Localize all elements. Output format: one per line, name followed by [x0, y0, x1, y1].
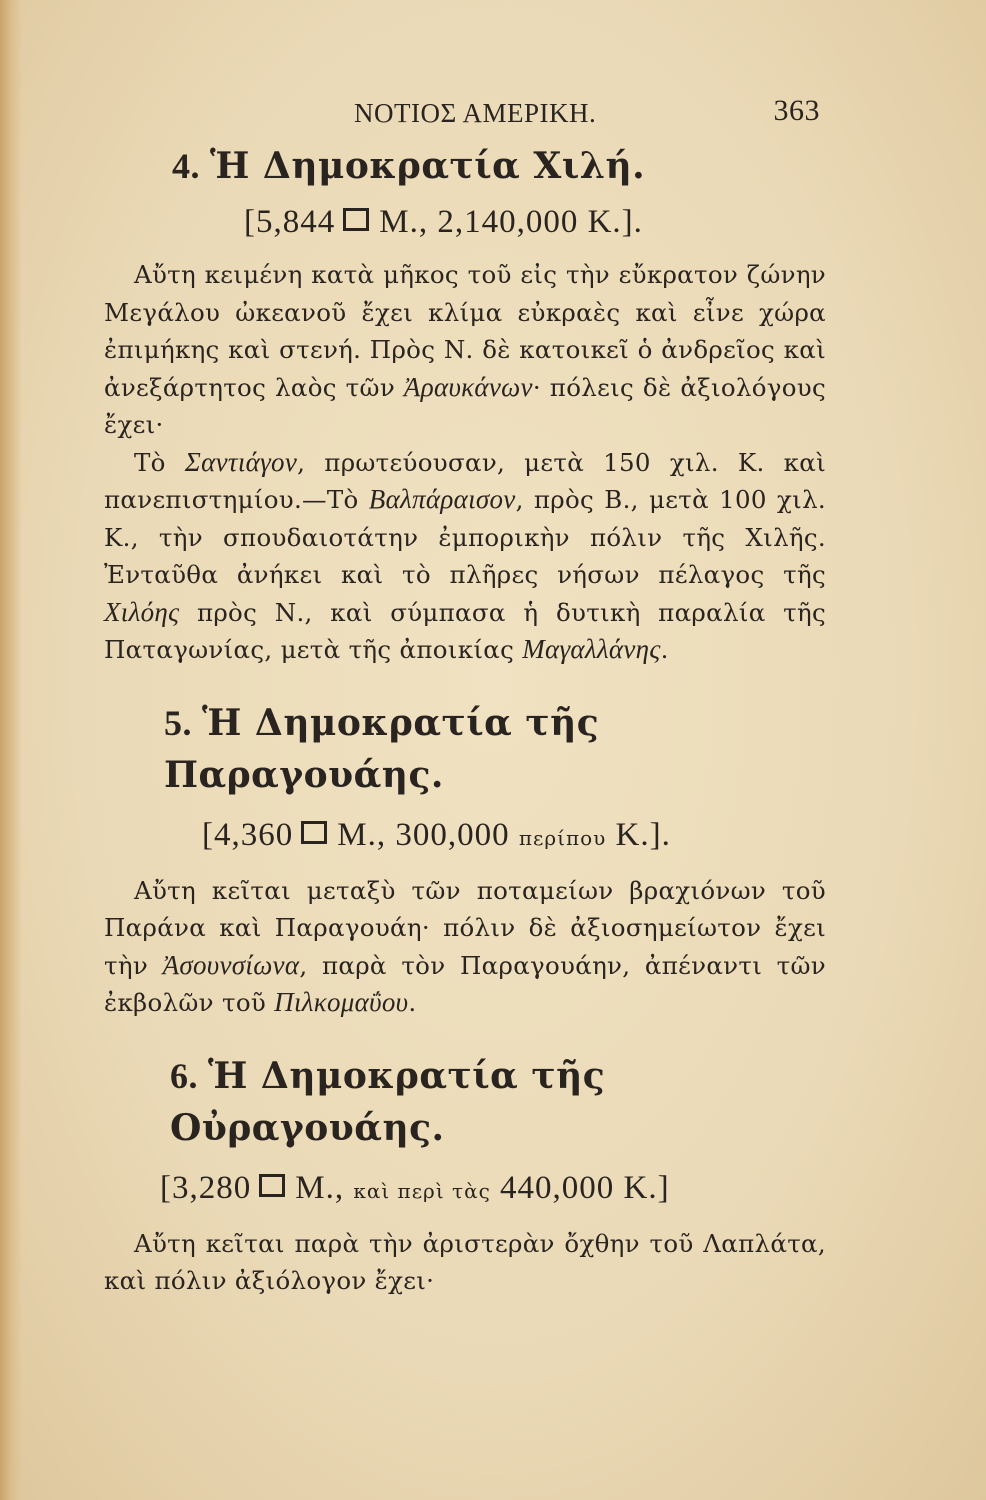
stats-unit: Μ., — [295, 1169, 345, 1206]
text-run: . — [660, 635, 669, 664]
paragraph — [104, 256, 826, 444]
text-run: . — [408, 988, 417, 1017]
stats-area: [5,844 — [244, 204, 336, 240]
text-run: Τὸ — [134, 447, 185, 477]
italic-name: Πιλκομαΰου — [274, 987, 409, 1017]
section-heading-uruguay — [104, 1050, 826, 1154]
paragraph — [104, 872, 826, 1022]
section-heading-paraguay — [104, 697, 826, 801]
stats-unit: Μ., 300,000 — [337, 816, 510, 853]
running-head — [104, 88, 826, 132]
stats-qualifier: καὶ περὶ τὰς — [353, 1178, 491, 1203]
stats-area: [4,360 — [202, 816, 294, 853]
stats-qualifier: περίπου — [518, 825, 607, 850]
italic-name: Χιλόης — [104, 596, 180, 627]
section-title: Ἡ Δημοκρατία τῆς Παραγουάης. — [164, 701, 600, 796]
section-heading-chile — [104, 140, 826, 192]
italic-name: Βαλπάραισον — [368, 484, 516, 514]
section-stats-chile — [104, 200, 826, 244]
paragraph — [104, 1225, 826, 1300]
running-head-title: ΝΟΤΙΟΣ ΑΜΕΡΙΚΗ. — [354, 98, 597, 128]
square-mile-icon — [259, 1174, 285, 1197]
stats-population: Μ., 2,140,000 Κ.]. — [379, 204, 643, 240]
section-stats-uruguay — [104, 1166, 826, 1213]
text-run: · πόλεις δὲ ἀξιολόγους ἔχει· — [104, 372, 826, 439]
italic-name: Ἀραυκάνων — [403, 371, 533, 402]
page-gutter-shadow — [0, 0, 22, 1500]
text-run: , πρωτεύουσαν, μετὰ 150 χιλ. Κ. καὶ πανεπιστημίου.—Τὸ — [104, 447, 826, 514]
text-run: , παρὰ τὸν Παραγουάην, ἀπέναντι τῶν ἐκβολῶν τοῦ — [104, 950, 826, 1017]
italic-name: Σαντιάγον — [184, 446, 298, 477]
text-run: Αὔτη κεῖται μεταξὺ τῶν ποταμείων βραχιόνων τοῦ Παράνα καὶ Παραγουάη· πόλιν δὲ ἀξιοσημείωτον ἔχει τὴν — [104, 875, 826, 980]
section-title: Ἡ Δημοκρατία Χιλή. — [210, 145, 646, 187]
text-run: Αὔτη κειμένη κατὰ μῆκος τοῦ εἰς τὴν εὔκρατον ζώνην Μεγάλου ὠκεανοῦ ἔχει κλίμα εὐκραὲς καὶ εἶνε χώρα ἐπιμήκης καὶ στενή. Πρὸς Ν. δὲ κατοικεῖ ὁ ἀνδρεῖος καὶ ἀνεξάρτητος λαὸς τῶν — [104, 260, 826, 402]
italic-name: Μαγαλλάνης — [522, 634, 661, 664]
square-mile-icon — [301, 821, 327, 844]
section-stats-paraguay — [104, 813, 826, 860]
section-number: 6. — [170, 1055, 198, 1096]
stats-population: Κ.]. — [615, 816, 671, 853]
text-run: , πρὸς Β., μετὰ 100 χιλ. Κ., τὴν σπουδαιοτάτην ἐμπορικὴν πόλιν τῆς Χιλῆς. Ἐνταῦθα ἀνήκει καὶ τὸ πλῆρες νήσων πέλαγος τῆς — [104, 485, 826, 589]
stats-population: 440,000 Κ.] — [500, 1169, 670, 1206]
section-number: 4. — [172, 146, 200, 186]
section-title: Ἡ Δημοκρατία τῆς Οὐραγουάης. — [170, 1054, 606, 1149]
text-run: πρὸς Ν., καὶ σύμπασα ἡ δυτικὴ παραλία τῆς Παταγωνίας, μετὰ τῆς ἀποικίας — [104, 597, 826, 664]
page-number: 363 — [773, 94, 820, 127]
stats-area: [3,280 — [160, 1169, 252, 1206]
italic-name: Ἀσουνσίωνα — [162, 949, 300, 980]
section-number: 5. — [164, 702, 192, 743]
square-mile-icon — [343, 208, 369, 231]
page-content — [104, 88, 826, 1300]
text-run: Αὔτη κεῖται παρὰ τὴν ἀριστερὰν ὄχθην τοῦ Λαπλάτα, καὶ πόλιν ἀξιόλογον ἔχει· — [104, 1228, 826, 1295]
paragraph — [104, 444, 826, 669]
